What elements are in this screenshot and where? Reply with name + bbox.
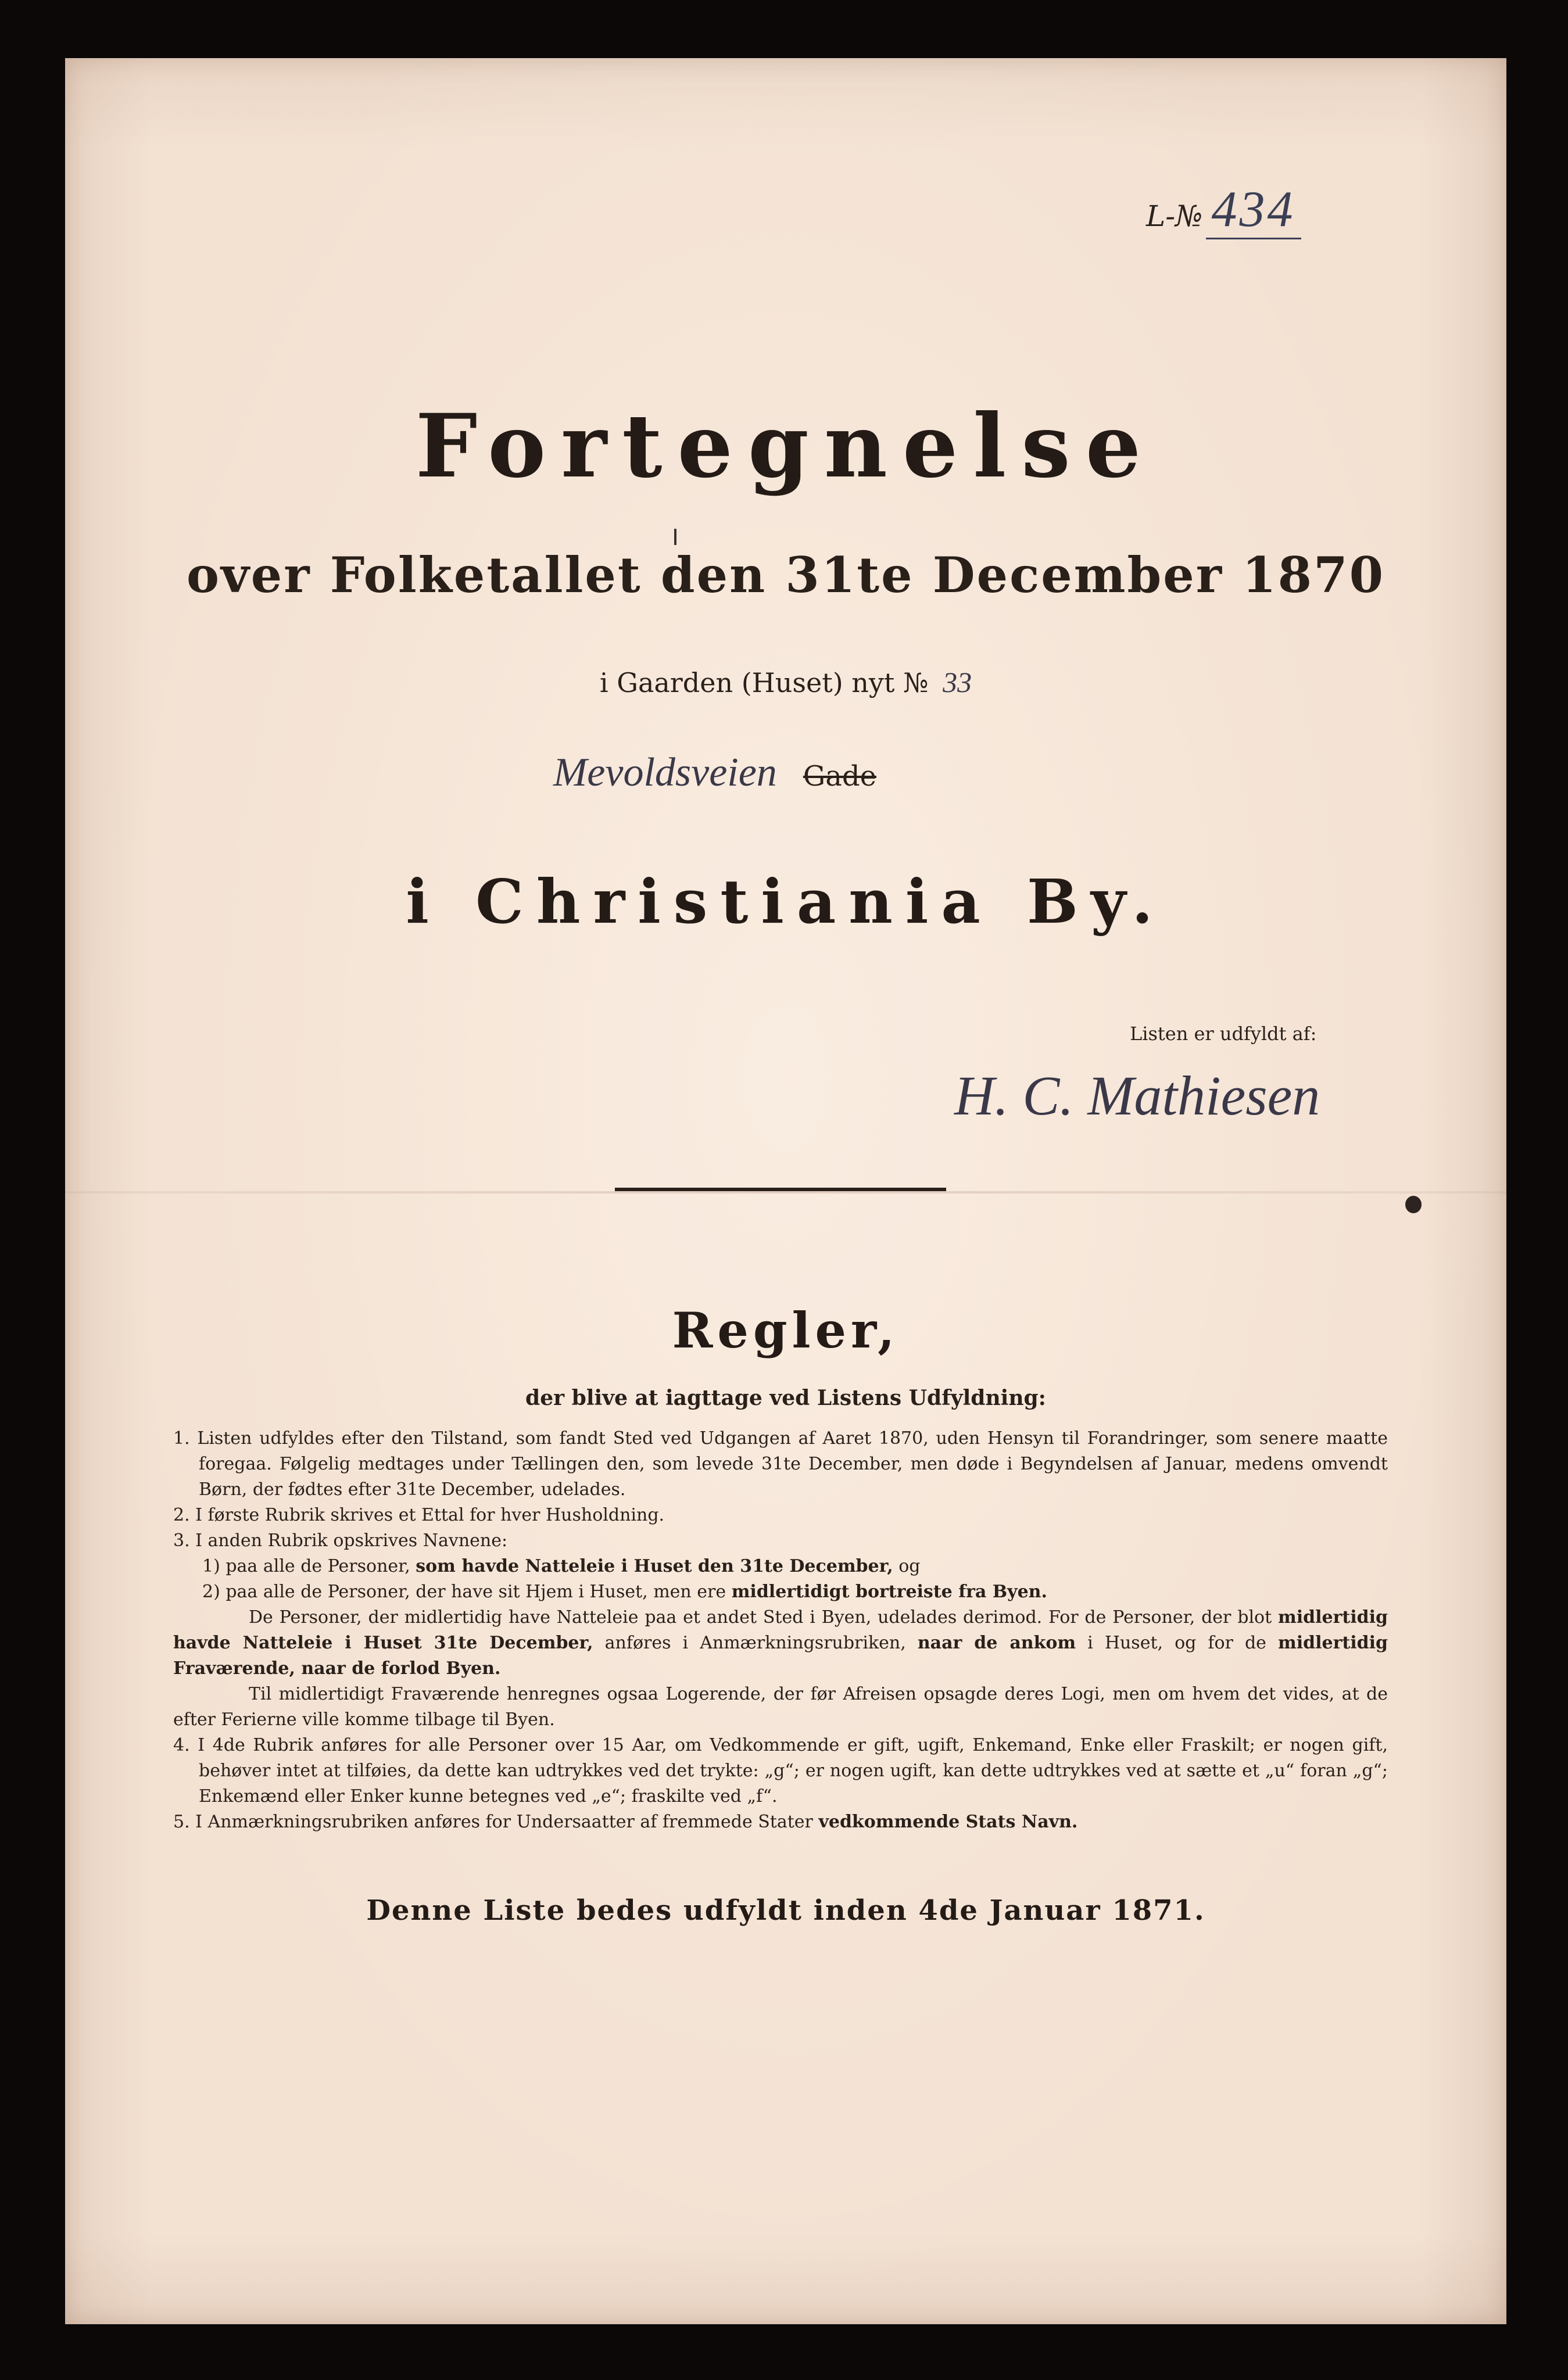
street-handwritten: Mevoldsveien [553,750,777,795]
rule-2: 2. I første Rubrik skrives et Ettal for hver Husholdning. [173,1505,665,1525]
list-number-value: 434 [1206,181,1301,239]
rule-3-note-part4: naar de ankom [917,1633,1076,1653]
rule-3-absent-note: Til midlertidigt Fraværende henregnes ogsaa Logerende, der før Afreisen opsagde deres Logi, men om hvem det vides, at de efter Ferierne ville komme tilbage til Byen. [173,1684,1388,1730]
farm-number: 33 [943,666,972,698]
rule-1: 1. Listen udfyldes efter den Tilstand, som fandt Sted ved Udgangen af Aaret 1870, uden Hensyn til Forandringer, som senere maatte foregaa. Følgelig medtages under Tællingen den, som levede 31te December, men døde i Begyndelsen af Januar, medens omvendt Børn, der fødtes efter 31te December, udelades. [173,1428,1388,1500]
form-subtitle: over Folketallet den 31te December 1870 [186,546,1386,604]
rule-3: 3. I anden Rubrik opskrives Navnene: [173,1530,508,1551]
rule-4: 4. I 4de Rubrik anføres for alle Personer over 15 Aar, om Vedkommende er gift, ugift, Enkemand, Enke eller Fraskilt; er nogen gift, behøver intet at tilføies, da dette kan udtrykkes ved det trykte: „g“; er nogen ugift, kan dette udtrykkes ved at sætte et „u“ foran „g“; Enkemænd eller Enker kunne betegnes ved „e“; fraskilte ved „f“. [173,1735,1388,1806]
farm-line [65,665,1506,699]
rule-3-note-part1: De Personer, der midlertidig have Natteleie paa et andet Sted i Byen, udelades derimod. For de Personer, der blot [249,1607,1278,1628]
farm-label: i Gaarden (Huset) nyt № [599,667,929,698]
ink-blot [1405,1196,1422,1213]
deadline-line: Denne Liste bedes udfyldt inden 4de Januar 1871. [366,1894,1205,1927]
separator-rule [615,1188,946,1191]
city-line: i Christiania By. [406,866,1166,937]
rule-3-item-1-bold: som havde Natteleie i Huset den 31te December, [416,1556,893,1576]
rule-3-item-2-text: 2) paa alle de Personer, der have sit Hjem i Huset, men ere [202,1582,732,1602]
paper-fold-line [65,1191,1506,1193]
rules-list [173,1426,1388,1835]
list-number [1146,180,1301,239]
pen-mark [674,529,676,545]
rules-subheading: der blive at iagttage ved Listens Udfyldning: [525,1386,1046,1410]
rule-5-bold: vedkommende Stats Navn. [818,1812,1078,1832]
rules-heading: Regler, [672,1302,900,1359]
rule-3-note-part2: midlertidig havde Natteleie i Huset 31te December, [173,1607,1388,1653]
rule-3-note [173,1605,1388,1682]
form-title: Fortegnelse [415,395,1157,497]
filled-by-signature: H. C. Mathiesen [954,1064,1320,1127]
rule-3-note-part3: anføres i Anmærkningsrubriken, [593,1633,918,1653]
census-form-sheet [65,58,1506,2324]
rule-5 [173,1809,1388,1835]
rule-3-item-2 [173,1579,1388,1605]
rule-3-item-1-tail: og [893,1556,921,1576]
rule-3-item-2-bold: midlertidigt bortreiste fra Byen. [731,1582,1047,1602]
rule-3-item-1 [173,1554,1388,1579]
street-printed-struck: Gade [803,760,876,793]
rule-3-note-part5: i Huset, og for de [1076,1633,1278,1653]
list-number-prefix: L-№ [1146,199,1203,233]
rule-3-item-1-text: 1) paa alle de Personer, [202,1556,416,1576]
rule-5-text: 5. I Anmærkningsrubriken anføres for Undersaatter af fremmede Stater [173,1812,819,1832]
street-line [553,750,876,796]
filled-by-label: Listen er udfyldt af: [1130,1023,1317,1045]
rule-3-note-part6: midlertidig Fraværende, naar de forlod Byen. [173,1633,1388,1679]
